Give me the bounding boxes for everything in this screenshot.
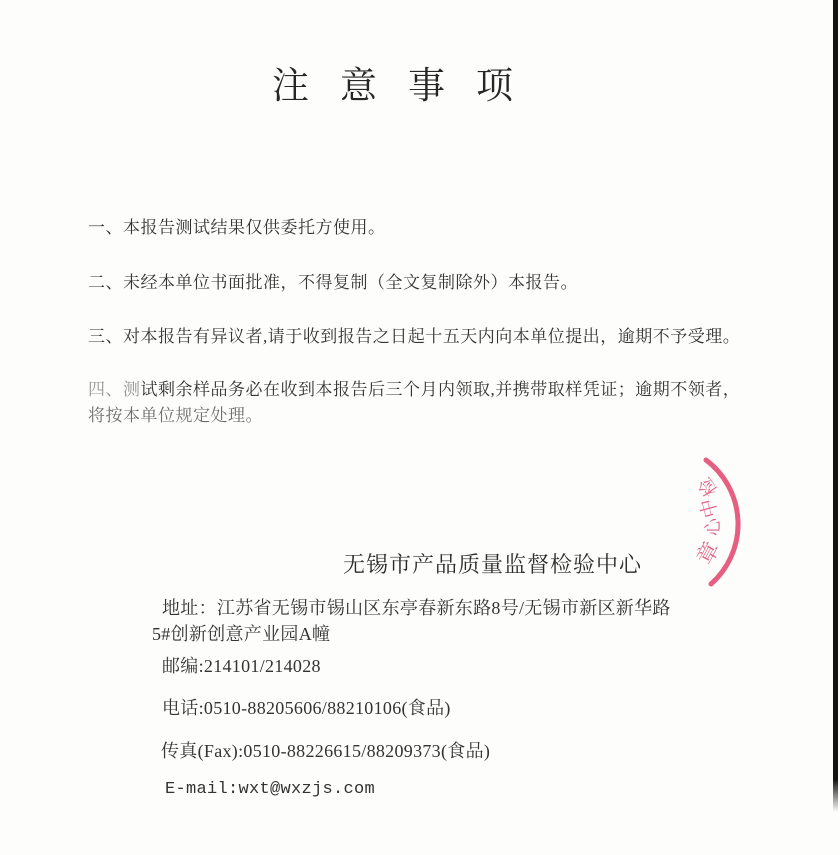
seal-glyph-4: 章: [691, 537, 725, 569]
notice-item-3: 三、对本报告有异议者,请于收到报告之日起十五天内向本单位提出，逾期不予受理。: [88, 327, 741, 346]
scanner-edge-strip: [833, 0, 838, 812]
notice-item-2: 二、未经本单位书面批准，不得复制（全文复制除外）本报告。: [88, 273, 578, 292]
seal-glyph-1: 检: [694, 473, 722, 501]
notice-item-4-faded-prefix: 四、测: [88, 380, 141, 399]
phone-line: 电话:0510-88205606/88210106(食品): [162, 698, 451, 718]
notice-item-4-line-1: [88, 378, 740, 402]
notice-item-4-line-2: 将按本单位规定处理。: [88, 406, 263, 425]
seal-arc: [706, 460, 738, 584]
postal-code-line: 邮编:214101/214028: [162, 656, 321, 676]
notice-item-4-text: 试剩余样品务必在收到本报告后三个月内领取,并携带取样凭证；逾期不领者，: [140, 380, 741, 399]
fax-line: 传真(Fax):0510-88226615/88209373(食品): [161, 741, 491, 761]
address-line-2: 5#创新创意产业园A幢: [152, 624, 331, 644]
email-line: E-mail:wxt@wxzjs.com: [165, 780, 376, 799]
seal-glyph-2: 中: [697, 496, 723, 520]
page-title: 注意事项: [272, 66, 544, 107]
organization-name: 无锡市产品质量监督检验中心: [343, 552, 643, 577]
notice-item-1: 一、本报告测试结果仅供委托方使用。: [88, 218, 386, 237]
address-line-1: 地址：江苏省无锡市锡山区东亭春新东路8号/无锡市新区新华路: [162, 598, 671, 618]
seal-glyph-3: 心: [703, 518, 723, 536]
